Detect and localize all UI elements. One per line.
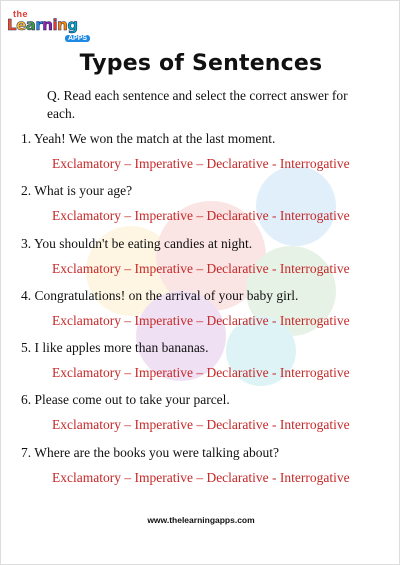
question-item xyxy=(21,339,391,391)
question-item xyxy=(21,391,391,443)
instructions-text: Q. Read each sentence and select the correct answer for each. xyxy=(47,88,348,121)
question-item xyxy=(21,130,391,182)
page-title: Types of Sentences xyxy=(79,51,323,76)
question-item xyxy=(21,235,391,287)
answer-options[interactable]: Exclamatory – Imperative – Declarative - Interrogative xyxy=(52,312,350,328)
answer-options[interactable]: Exclamatory – Imperative – Declarative - Interrogative xyxy=(52,260,350,276)
question-text: 1. Yeah! We won the match at the last moment. xyxy=(21,131,276,146)
question-text: 4. Congratulations! on the arrival of your baby girl. xyxy=(21,287,299,303)
learning-apps-logo[interactable] xyxy=(7,9,87,45)
question-text: 7. Where are the books you were talking about? xyxy=(21,444,280,460)
logo-the-text: the xyxy=(13,9,28,19)
answer-options[interactable]: Exclamatory – Imperative – Declarative - Interrogative xyxy=(52,156,350,171)
footer-url[interactable]: www.thelearningapps.com xyxy=(147,515,255,525)
answer-options[interactable]: Exclamatory – Imperative – Declarative - Interrogative xyxy=(52,208,350,224)
question-item xyxy=(21,182,391,234)
question-text: 5. I like apples more than bananas. xyxy=(21,340,209,356)
answer-options[interactable]: Exclamatory – Imperative – Declarative - Interrogative xyxy=(52,417,350,433)
logo-main-text: Learning xyxy=(7,16,78,34)
questions-list xyxy=(21,130,391,496)
logo-apps-badge: APPS xyxy=(65,35,90,42)
question-text: 3. You shouldn't be eating candies at night. xyxy=(21,235,253,251)
question-text: 6. Please come out to take your parcel. xyxy=(21,392,230,408)
answer-options[interactable]: Exclamatory – Imperative – Declarative - Interrogative xyxy=(52,365,350,381)
question-item xyxy=(21,287,391,339)
answer-options[interactable]: Exclamatory – Imperative – Declarative - Interrogative xyxy=(52,469,350,485)
question-text: 2. What is your age? xyxy=(21,183,133,199)
question-item xyxy=(21,444,391,496)
